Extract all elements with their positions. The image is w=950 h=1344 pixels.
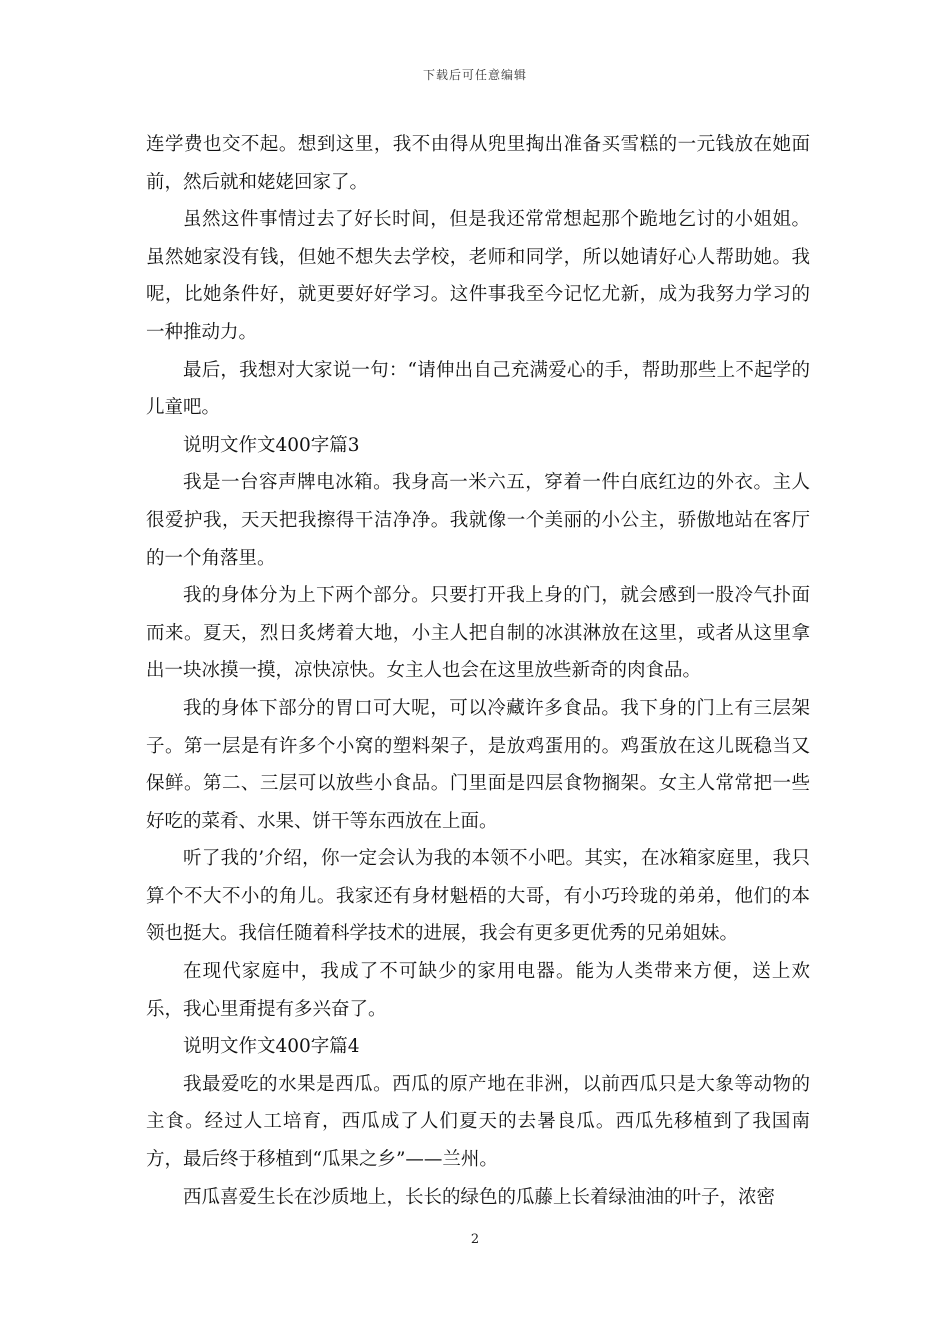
paragraph-1: 连学费也交不起。想到这里，我不由得从兜里掏出准备买雪糕的一元钱放在她面前，然后就和姥姥回家了。	[146, 134, 810, 193]
section-heading-4: 说明文作文400字篇4	[183, 1036, 360, 1058]
paragraph-3: 最后，我想对大家说一句：“请伸出自己充满爱心的手，帮助那些上不起学的儿童吧。	[146, 359, 810, 419]
paragraph-4: 我是一台容声牌电冰箱。我身高一米六五，穿着一件白底红边的外衣。主人很爱护我，天天把我擦得干洁净净。我就像一个美丽的小公主，骄傲地站在客厅的一个角落里。	[146, 472, 810, 569]
paragraph-6: 我的身体下部分的胃口可大呢，可以冷藏许多食品。我下身的门上有三层架子。第一层是有许多个小窝的塑料架子，是放鸡蛋用的。鸡蛋放在这儿既稳当又保鲜。第二、三层可以放些小食品。门里面是四层食物搁架。女主人常常把一些好吃的菜肴、水果、饼干等东西放在上面。	[146, 697, 810, 832]
section-heading-3: 说明文作文400字篇3	[183, 434, 360, 456]
paragraph-9: 我最爱吃的水果是西瓜。西瓜的原产地在非洲，以前西瓜只是大象等动物的主食。经过人工培育，西瓜成了人们夏天的去暑良瓜。西瓜先移植到了我国南方，最后终于移植到“瓜果之乡”——兰州。	[146, 1073, 810, 1171]
paragraph-7: 听了我的’介绍，你一定会认为我的本领不小吧。其实，在冰箱家庭里，我只算个不大不小的角儿。我家还有身材魁梧的大哥，有小巧玲珑的弟弟，他们的本领也挺大。我信任随着科学技术的进展，我会有更多更优秀的兄弟姐妹。	[146, 848, 810, 945]
document-body	[146, 126, 810, 1216]
paragraph-8: 在现代家庭中，我成了不可缺少的家用电器。能为人类带来方便，送上欢乐，我心里甭提有多兴奋了。	[146, 961, 810, 1020]
paragraph-2: 虽然这件事情过去了好长时间，但是我还常常想起那个跪地乞讨的小姐姐。虽然她家没有钱，但她不想失去学校，老师和同学，所以她请好心人帮助她。我呢，比她条件好，就更要好好学习。这件事我至今记忆尤新，成为我努力学习的一种推动力。	[146, 209, 810, 343]
page-number: 2	[470, 1232, 480, 1247]
paragraph-5: 我的身体分为上下两个部分。只要打开我上身的门，就会感到一股冷气扑面而来。夏天，烈日炙烤着大地，小主人把自制的冰淇淋放在这里，或者从这里拿出一块冰摸一摸，凉快凉快。女主人也会在这里放些新奇的肉食品。	[146, 585, 810, 682]
page-header: 下载后可任意编辑	[422, 68, 527, 82]
paragraph-10: 西瓜喜爱生长在沙质地上，长长的绿色的瓜藤上长着绿油油的叶子，浓密	[183, 1186, 776, 1208]
